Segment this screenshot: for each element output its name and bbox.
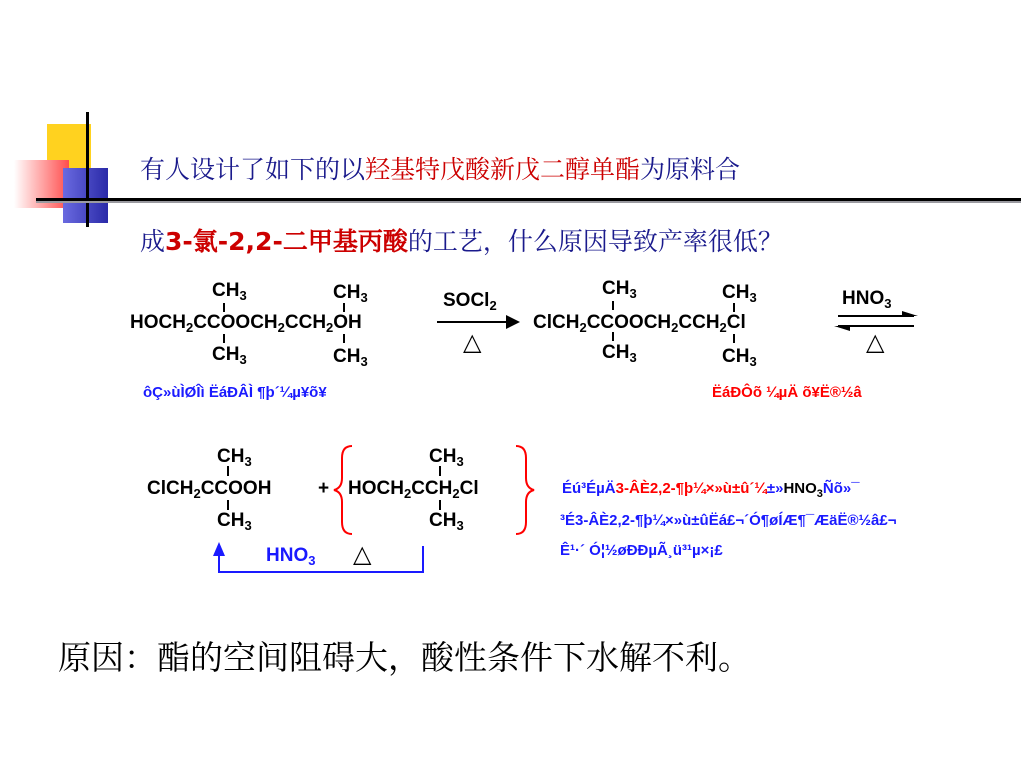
acid-formula: ClCH$_2$CCOOH bbox=[147, 478, 272, 501]
product-formula: $ClCH_2CCOOCH_2CCH_2Cl$ bbox=[533, 312, 746, 335]
reactant-ch3-bottom-2: $CH_3$ bbox=[333, 346, 368, 369]
note-line-1: $Éú^3É\mu Ä3-ÂÈ2,2-\P þ\frac{1}{4}\times»ù\pm û´\frac{1}{4}\pm»HNO_3Ñõ»¯$ bbox=[562, 480, 860, 500]
reagent-heat-2: △ bbox=[866, 329, 885, 356]
question-line-2: 成3-氯-2,2-二甲基丙酸的工艺，什么原因导致产率很低？ bbox=[140, 227, 783, 256]
reactant-ch3-top-1: $CH_3$ bbox=[212, 280, 247, 303]
note-line-3: Ê¹·´ Ó¦½øÐÐµÃ¸ü³¹µ×¡£ bbox=[560, 542, 723, 559]
label-reactant-name: ôÇ»ùÌØÎì ËáÐÂÌ ¶þ´¼µ¥õ¥ bbox=[143, 384, 327, 401]
product-ch3-top-1: $CH_3$ bbox=[602, 278, 637, 301]
alcohol-ch3-top: $CH_3$ bbox=[429, 446, 464, 469]
acid-ch3-top: $CH_3$ bbox=[217, 446, 252, 469]
product-ch3-top-2: $CH_3$ bbox=[722, 282, 757, 305]
question-line-1: 有人设计了如下的以羟基特戊酸新戊二醇单酯为原料合 bbox=[140, 155, 741, 184]
reactant-ch3-bottom-1: $CH_3$ bbox=[212, 344, 247, 367]
note-line-2: ³É3-ÂÈ2,2-¶þ¼×»ù±ûËá£¬´Ó¶øÍÆ¶¯ÆäË®½â£¬ bbox=[560, 512, 897, 529]
answer-reason: 原因：酯的空间阻碍大，酸性条件下水解不利。 bbox=[58, 638, 751, 677]
acid-ch3-bottom: $CH_3$ bbox=[217, 510, 252, 533]
recycle-heat: △ bbox=[353, 541, 372, 568]
reagent-hno3: $HNO_3$ bbox=[842, 288, 892, 311]
reactant-ch3-top-2: $CH_3$ bbox=[333, 282, 368, 305]
plus-sign: + bbox=[318, 478, 330, 499]
reactant-formula: $HOCH_2CCOOCH_2CCH_2OH$ bbox=[130, 312, 362, 335]
reagent-socl2: SOCl$_2$ bbox=[443, 290, 497, 313]
product-ch3-bottom-2: $CH_3$ bbox=[722, 346, 757, 369]
alcohol-ch3-bottom: $CH_3$ bbox=[429, 510, 464, 533]
recycle-hno3: $HNO_3$ bbox=[266, 545, 316, 568]
product-ch3-bottom-1: $CH_3$ bbox=[602, 342, 637, 365]
alcohol-formula: $HOCH_2CCH_2Cl$ bbox=[348, 478, 479, 501]
reagent-heat-1: △ bbox=[463, 329, 482, 356]
label-ester-hydrolysis: ËáÐÔõ ¼µÄ õ¥Ë®½â bbox=[712, 384, 862, 401]
